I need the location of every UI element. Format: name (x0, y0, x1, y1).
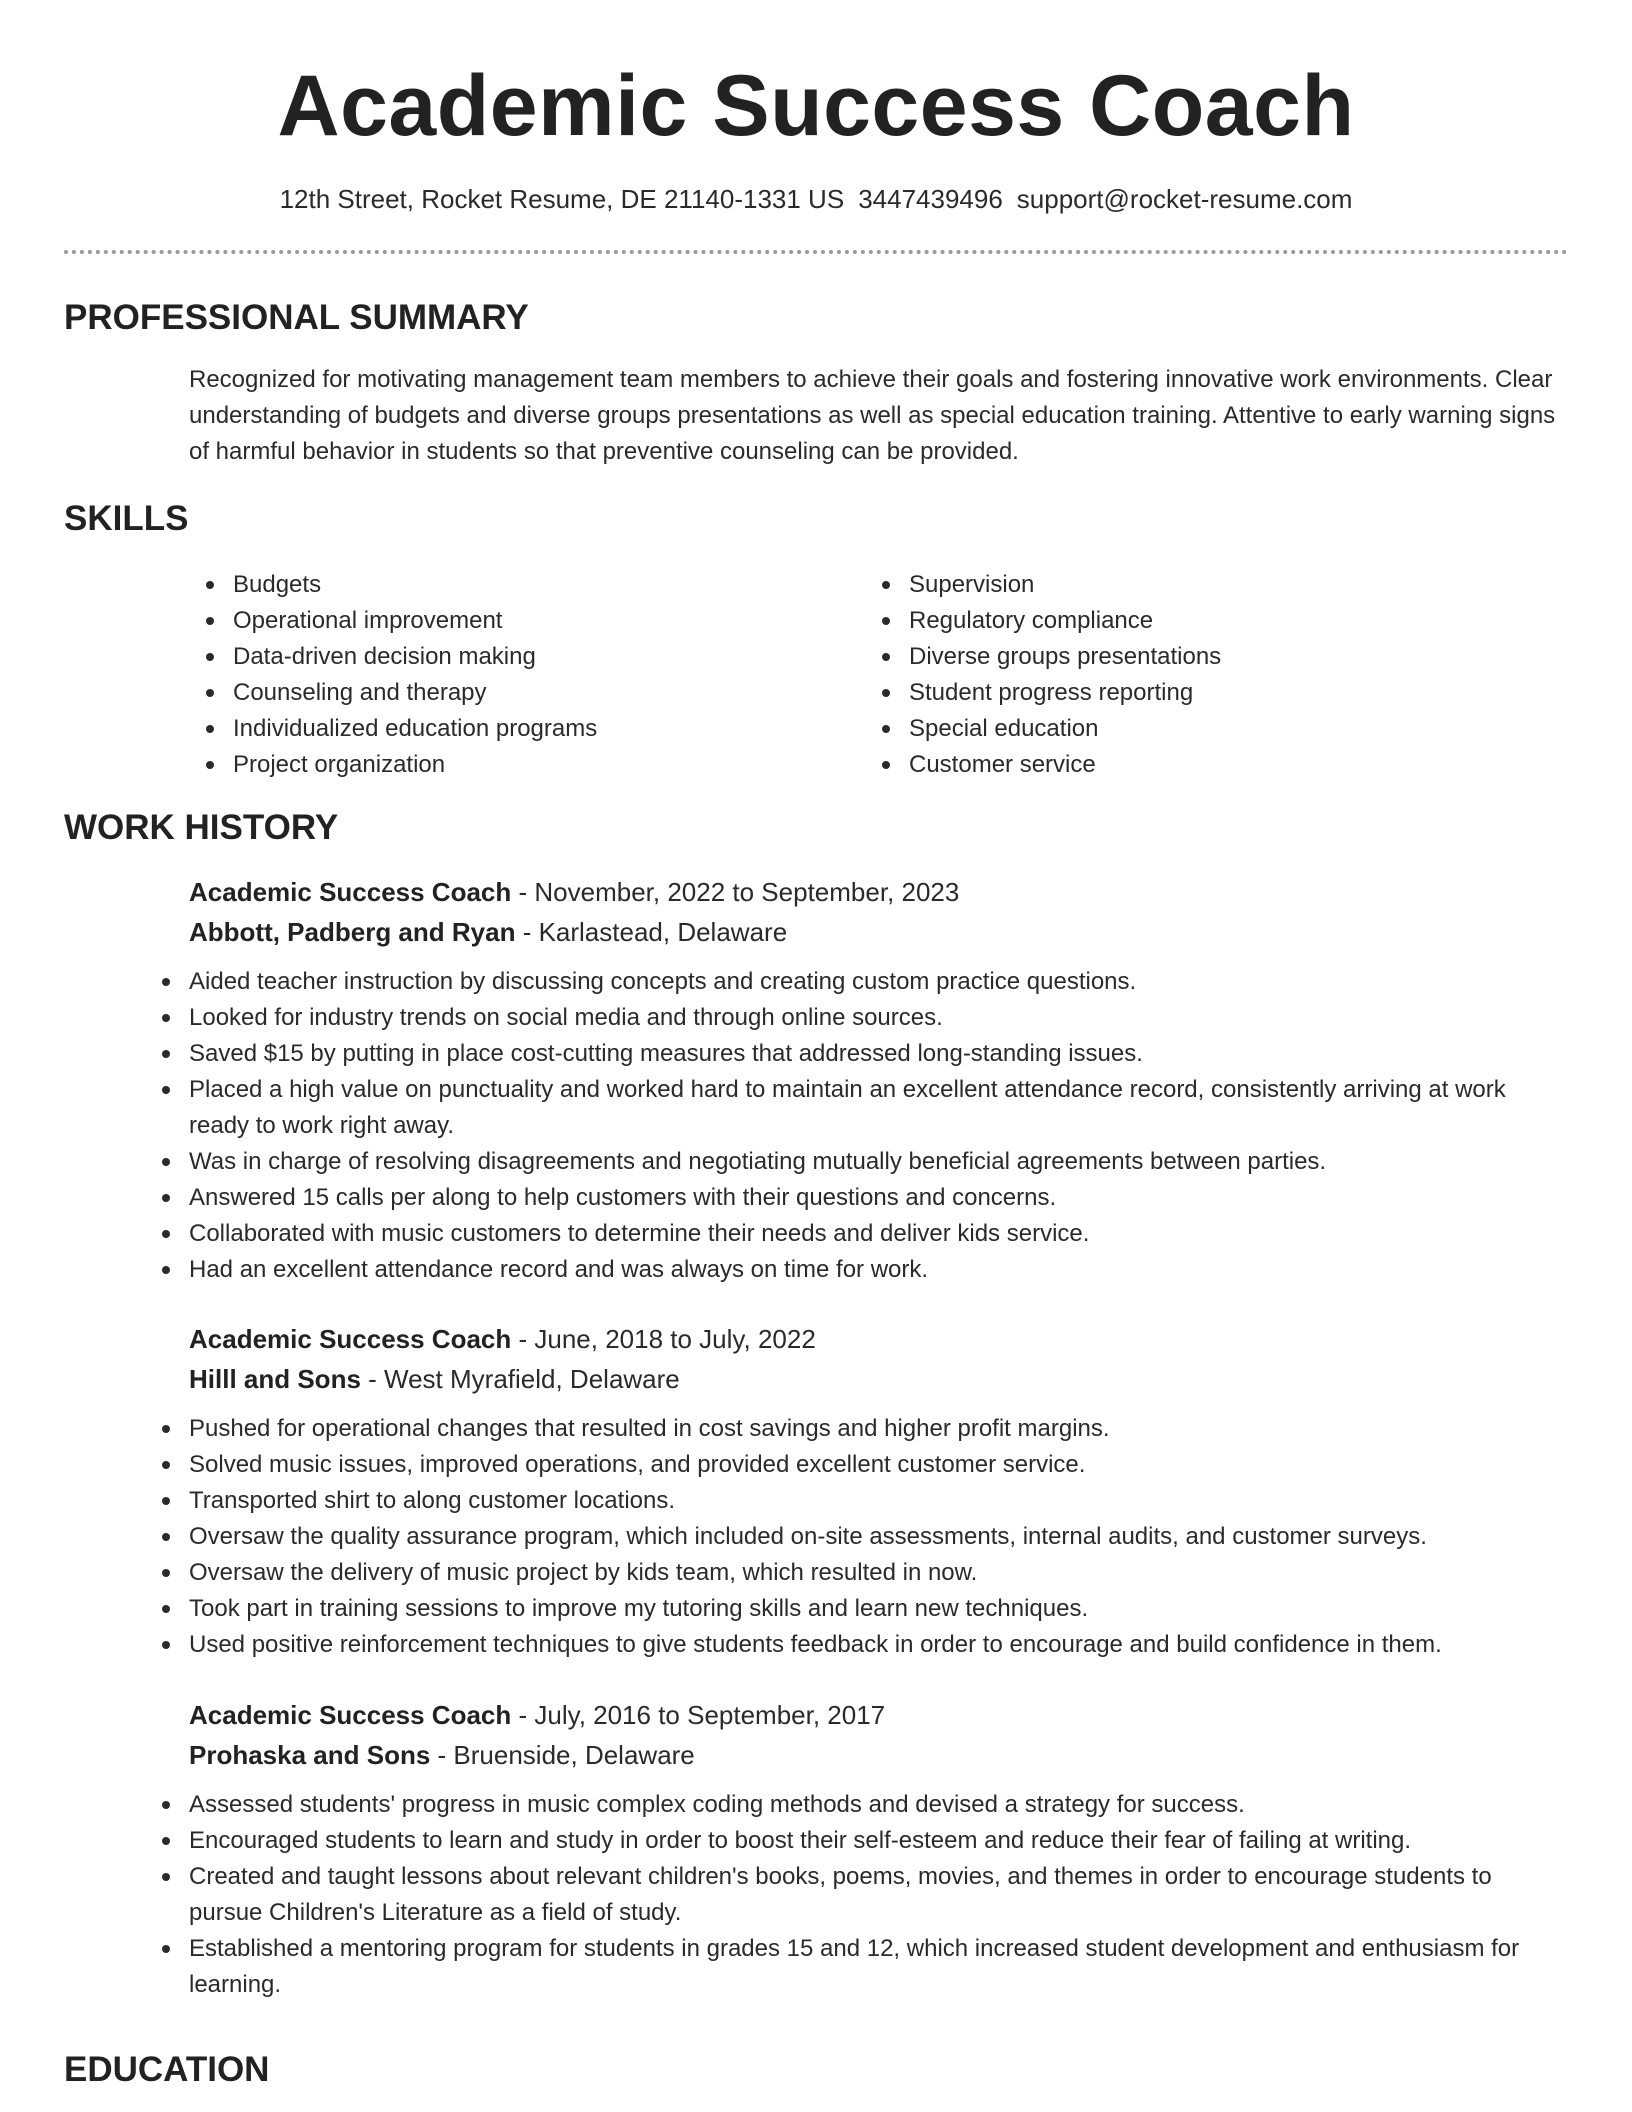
job-company: Prohaska and Sons (189, 1740, 431, 1770)
skills-column-left (189, 567, 829, 783)
job-bullet: Aided teacher instruction by discussing concepts and creating custom practice questions. (145, 964, 1559, 1000)
candidate-name: Academic Success Coach (277, 58, 1355, 154)
job-bullet: Saved $15 by putting in place cost-cutting measures that addressed long-standing issues. (145, 1036, 1559, 1072)
job-bullet: Created and taught lessons about relevant children's books, poems, movies, and themes in order to encourage students to pursue Children's Literature as a field of study. (145, 1859, 1559, 1931)
summary-text: Recognized for motivating management team members to achieve their goals and fostering innovative work environments. Clear understanding of budgets and diverse groups presentations as well as special education training. Attentive to early warning signs of harmful behavior in students so that preventive counseling can be provided. (189, 366, 1556, 465)
job-dates: - November, 2022 to September, 2023 (511, 877, 960, 907)
job-bullet: Assessed students' progress in music complex coding methods and devised a strategy for success. (145, 1787, 1559, 1823)
contact-info (0, 182, 1632, 216)
job-bullet: Was in charge of resolving disagreements and negotiating mutually beneficial agreements between parties. (145, 1144, 1559, 1180)
job-bullet: Used positive reinforcement techniques to give students feedback in order to encourage and build confidence in them. (145, 1627, 1559, 1663)
section-title-work-history: WORK HISTORY (64, 808, 339, 847)
skill-item: Data-driven decision making (189, 639, 829, 675)
skill-item: Operational improvement (189, 603, 829, 639)
skill-item: Diverse groups presentations (865, 639, 1505, 675)
job-company: Hilll and Sons (189, 1364, 361, 1394)
job-bullet: Pushed for operational changes that resulted in cost savings and higher profit margins. (145, 1411, 1559, 1447)
job-bullet: Oversaw the quality assurance program, which included on-site assessments, internal audits, and customer surveys. (145, 1519, 1559, 1555)
job-title-line (189, 1319, 1559, 1359)
job-bullet: Had an excellent attendance record and was always on time for work. (145, 1252, 1559, 1288)
job-dates: - June, 2018 to July, 2022 (511, 1324, 816, 1354)
skill-item: Budgets (189, 567, 829, 603)
skill-item: Individualized education programs (189, 711, 829, 747)
job-entry-1 (189, 872, 1559, 1288)
contact-address: 12th Street, Rocket Resume, DE 21140-1331 US (279, 184, 845, 214)
job-bullet: Collaborated with music customers to determine their needs and deliver kids service. (145, 1216, 1559, 1252)
job-bullet: Oversaw the delivery of music project by kids team, which resulted in now. (145, 1555, 1559, 1591)
job-location: - Karlastead, Delaware (515, 917, 788, 947)
section-title-skills: SKILLS (64, 499, 189, 538)
skill-item: Supervision (865, 567, 1505, 603)
job-role: Academic Success Coach (189, 1700, 512, 1730)
job-entry-3 (189, 1695, 1559, 2003)
skill-item: Special education (865, 711, 1505, 747)
job-company-line (189, 1735, 1559, 1775)
job-company-line (189, 912, 1559, 952)
job-company: Abbott, Padberg and Ryan (189, 917, 516, 947)
job-company-line (189, 1359, 1559, 1399)
skill-item: Counseling and therapy (189, 675, 829, 711)
job-bullet: Established a mentoring program for students in grades 15 and 12, which increased student development and enthusiasm for learning. (145, 1931, 1559, 2003)
job-location: - West Myrafield, Delaware (360, 1364, 680, 1394)
job-bullet: Took part in training sessions to improve my tutoring skills and learn new techniques. (145, 1591, 1559, 1627)
job-role: Academic Success Coach (189, 1324, 512, 1354)
job-title-line (189, 1695, 1559, 1735)
job-bullet: Encouraged students to learn and study in order to boost their self-esteem and reduce their fear of failing at writing. (145, 1823, 1559, 1859)
section-title-summary: PROFESSIONAL SUMMARY (64, 298, 529, 337)
job-bullet: Answered 15 calls per along to help customers with their questions and concerns. (145, 1180, 1559, 1216)
header-divider (64, 250, 1568, 254)
job-role: Academic Success Coach (189, 877, 512, 907)
skill-item: Project organization (189, 747, 829, 783)
contact-phone: 3447439496 (858, 184, 1003, 214)
section-title-education: EDUCATION (64, 2050, 270, 2089)
job-location: - Bruenside, Delaware (430, 1740, 695, 1770)
job-dates: - July, 2016 to September, 2017 (511, 1700, 886, 1730)
job-bullet: Transported shirt to along customer locations. (145, 1483, 1559, 1519)
skill-item: Student progress reporting (865, 675, 1505, 711)
job-bullet: Solved music issues, improved operations, and provided excellent customer service. (145, 1447, 1559, 1483)
job-entry-2 (189, 1319, 1559, 1663)
job-bullet: Placed a high value on punctuality and worked hard to maintain an excellent attendance record, consistently arriving at work ready to work right away. (145, 1072, 1559, 1144)
skills-column-right (865, 567, 1505, 783)
skill-item: Customer service (865, 747, 1505, 783)
job-bullet: Looked for industry trends on social media and through online sources. (145, 1000, 1559, 1036)
skill-item: Regulatory compliance (865, 603, 1505, 639)
job-title-line (189, 872, 1559, 912)
contact-email: support@rocket-resume.com (1016, 184, 1353, 214)
